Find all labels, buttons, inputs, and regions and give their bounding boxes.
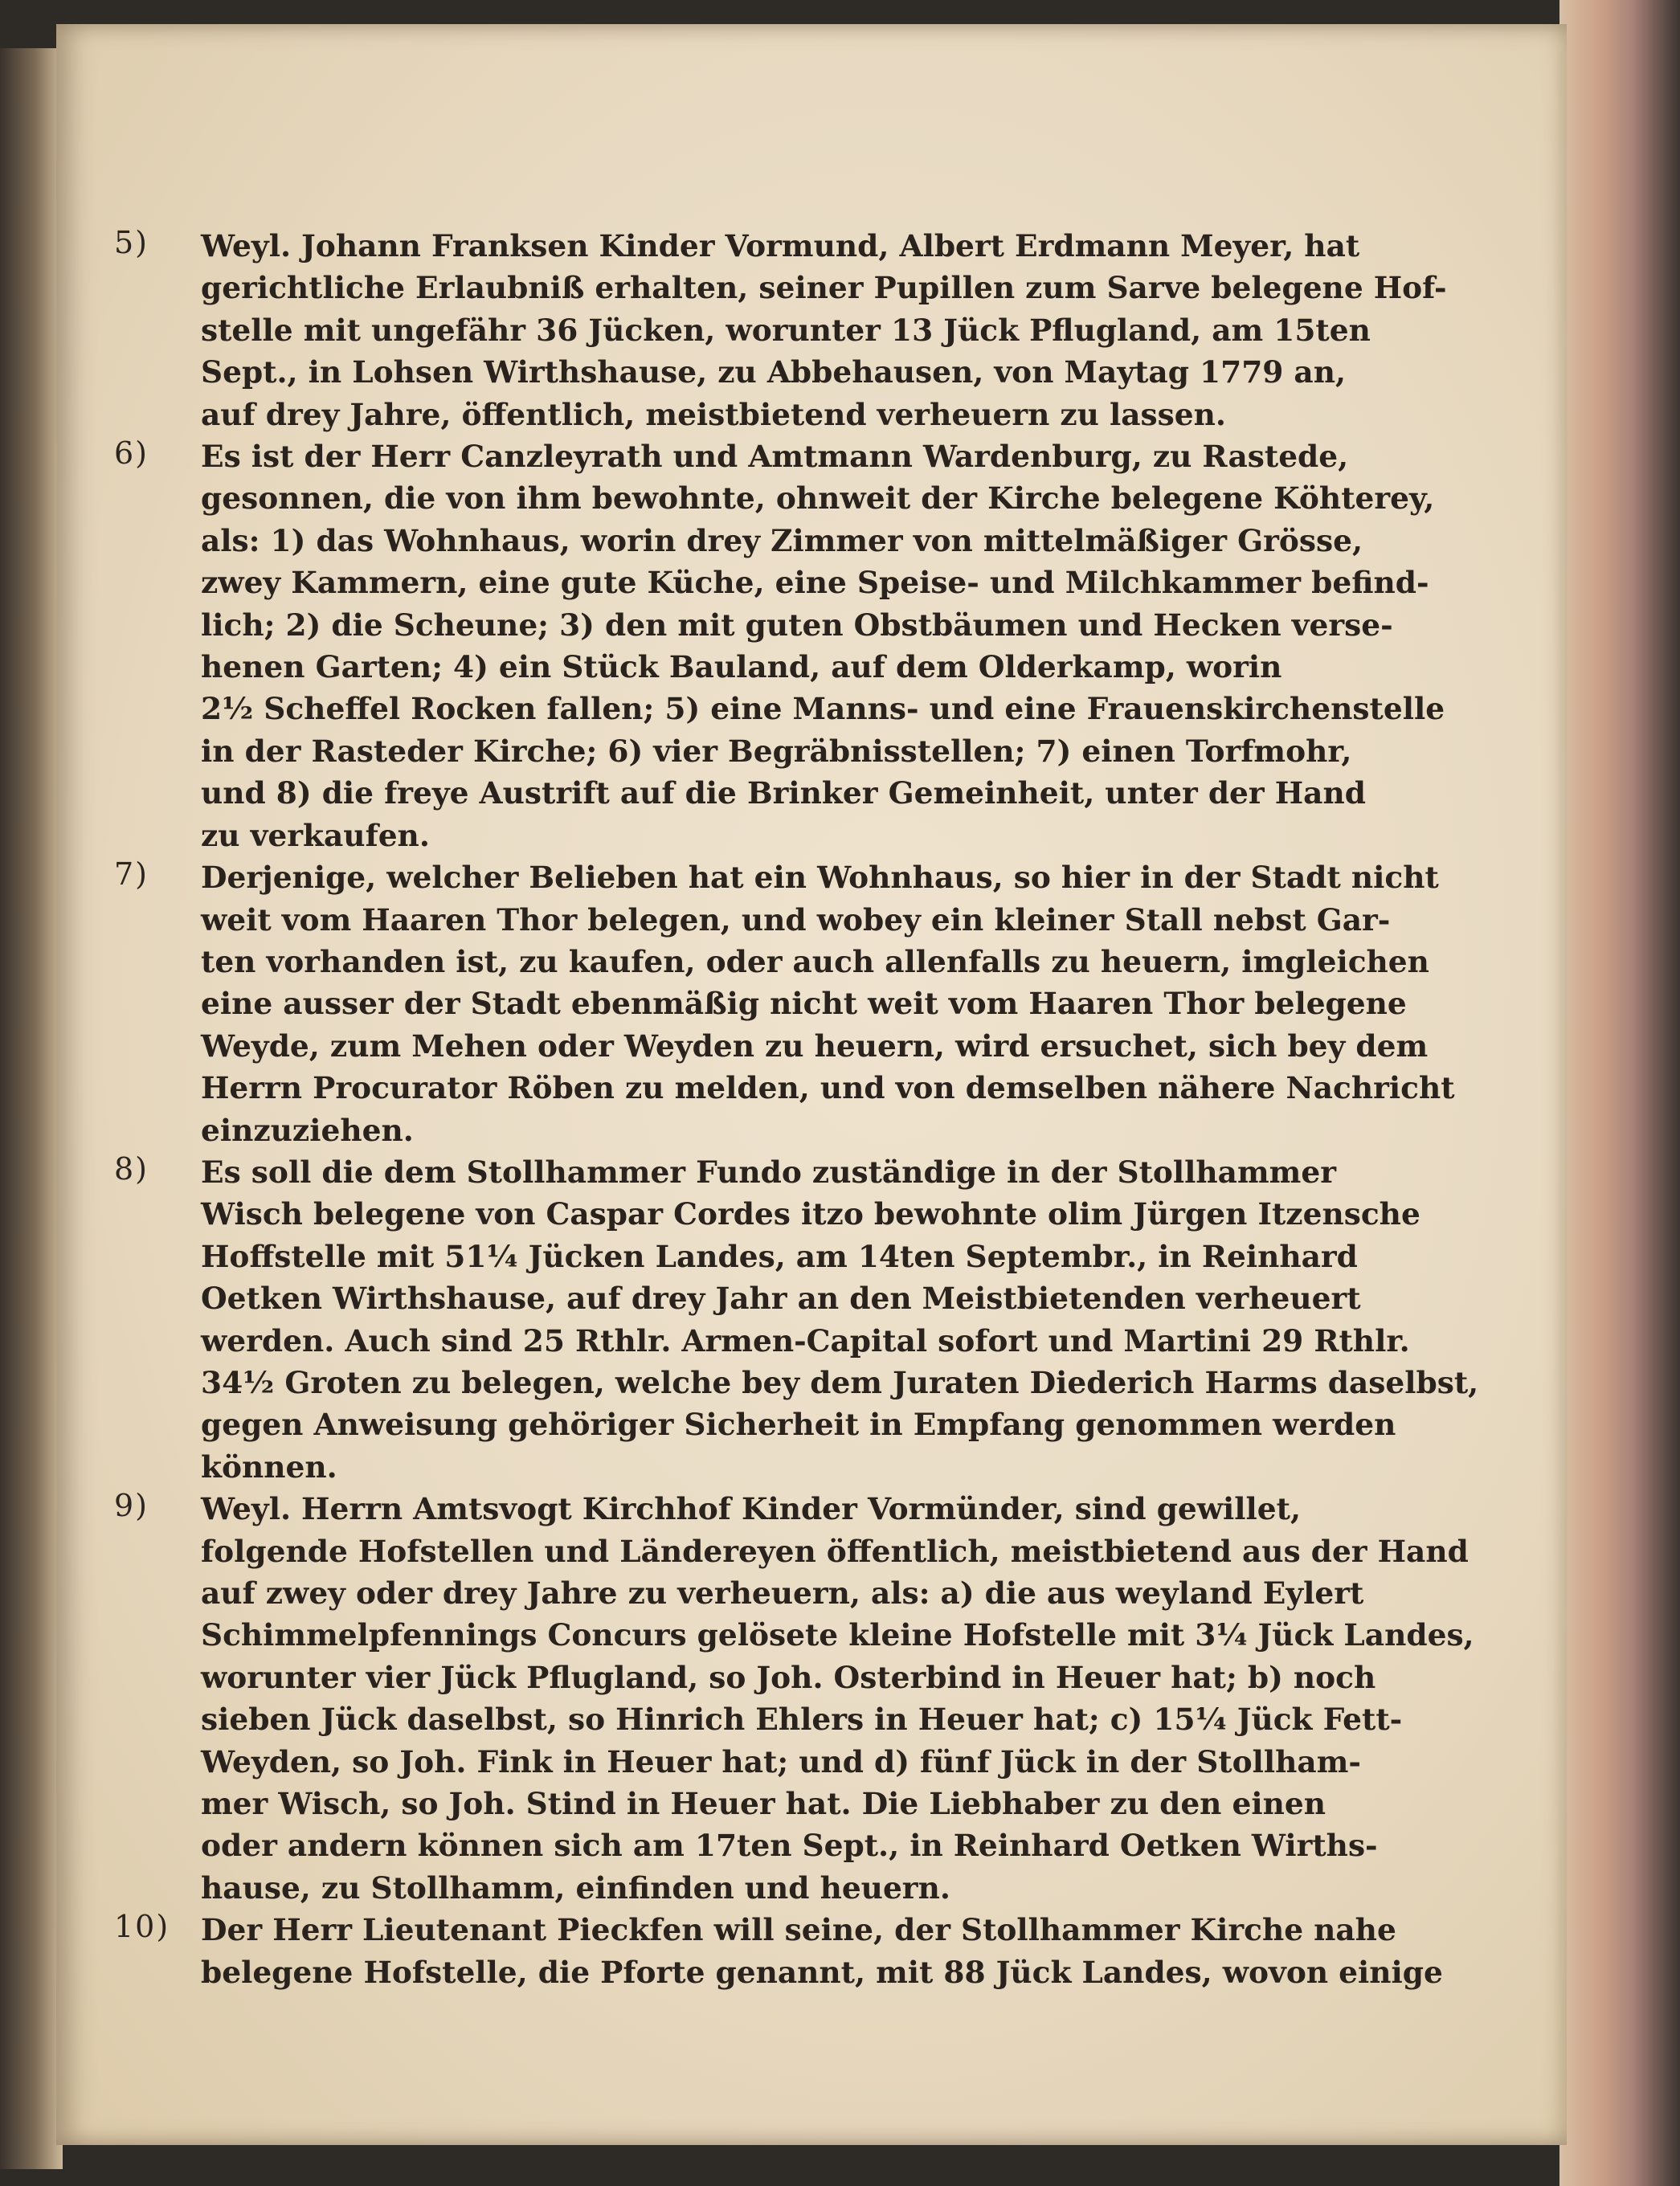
text-line: Weyden, so Joh. Fink in Heuer hat; und d) fünf Jück in der Stollham- [201,1743,1361,1779]
text-line: als: 1) das Wohnhaus, worin drey Zimmer von mittelmäßiger Grösse, [201,522,1363,558]
text-line: Derjenige, welcher Belieben hat ein Wohnhaus, so hier in der Stadt nicht [201,860,1439,896]
text-line: Wisch belegene von Caspar Cordes itzo bewohnte olim Jürgen Itzensche [201,1196,1420,1232]
book-page [56,24,1567,2145]
text-line: sieben Jück daselbst, so Hinrich Ehlers in Heuer hat; c) 15¼ Jück Fett- [201,1702,1403,1738]
text-line: mer Wisch, so Joh. Stind in Heuer hat. Die Liebhaber zu den einen [201,1786,1326,1822]
text-line: 34½ Groten zu belegen, welche bey dem Juraten Diederich Harms daselbst, [201,1364,1479,1400]
text-line: lich; 2) die Scheune; 3) den mit guten Obstbäumen und Hecken verse- [201,607,1393,643]
text-line: henen Garten; 4) ein Stück Bauland, auf dem Olderkamp, worin [201,649,1282,685]
text-line: Herrn Procurator Röben zu melden, und von demselben nähere Nachricht [201,1070,1455,1106]
text-line: Es soll die dem Stollhammer Fundo zuständige in der Stollhammer [201,1154,1336,1190]
text-line: stelle mit ungefähr 36 Jücken, worunter 13 Jück Pflugland, am 15ten [201,312,1371,348]
notice-entry [114,1488,1551,1909]
text-line: gegen Anweisung gehöriger Sicherheit in Empfang genommen werden [201,1407,1396,1443]
text-line: worunter vier Jück Pflugland, so Joh. Osterbind in Heuer hat; b) noch [201,1659,1376,1695]
text-line: Hoffstelle mit 51¼ Jücken Landes, am 14ten Septembr., in Reinhard [201,1238,1358,1274]
text-line: Weyde, zum Mehen oder Weyden zu heuern, wird ersuchet, sich bey dem [201,1028,1429,1064]
notice-entry [114,856,1551,1151]
entry-number: 10) [114,1909,170,1945]
text-line: Schimmelpfennings Concurs gelösete kleine Hofstelle mit 3¼ Jück Landes, [201,1617,1474,1653]
text-line: Der Herr Lieutenant Pieckfen will seine, der Stollhammer Kirche nahe [201,1912,1396,1948]
text-line: Sept., in Lohsen Wirthshause, zu Abbehausen, von Maytag 1779 an, [201,354,1347,390]
notice-entry [114,1150,1551,1488]
text-line: zwey Kammern, eine gute Küche, eine Speise- und Milchkammer befind- [201,565,1429,601]
text-line: Weyl. Herrn Amtsvogt Kirchhof Kinder Vormünder, sind gewillet, [201,1491,1302,1527]
text-line: auf zwey oder drey Jahre zu verheuern, als: a) die aus weyland Eylert [201,1575,1364,1611]
text-line: weit vom Haaren Thor belegen, und wobey ein kleiner Stall nebst Gar- [201,901,1391,938]
notice-entry [114,435,1551,856]
text-line: belegene Hofstelle, die Pforte genannt, mit 88 Jück Landes, wovon einige [201,1954,1443,1990]
text-line: Es ist der Herr Canzleyrath und Amtmann Wardenburg, zu Rastede, [201,439,1349,475]
notice-text-block [114,225,1551,1993]
entry-number: 6) [114,435,149,472]
entry-number: 9) [114,1488,149,1524]
book-page-stack [1559,0,1680,2186]
text-line: Oetken Wirthshause, auf drey Jahr an den Meistbietenden verheuert [201,1281,1361,1317]
text-line: und 8) die freye Austrift auf die Brinker Gemeinheit, unter der Hand [201,775,1366,811]
text-line: gerichtliche Erlaubniß erhalten, seiner Pupillen zum Sarve belegene Hof- [201,270,1447,306]
text-line: in der Rasteder Kirche; 6) vier Begräbnisstellen; 7) einen Torfmohr, [201,733,1352,769]
notice-entry [114,1909,1551,1993]
text-line: 2½ Scheffel Rocken fallen; 5) eine Manns- und eine Frauenskirchenstelle [201,691,1445,727]
text-line: oder andern können sich am 17ten Sept., in Reinhard Oetken Wirths- [201,1828,1378,1864]
text-line: eine ausser der Stadt ebenmäßig nicht weit vom Haaren Thor belegene [201,986,1407,1022]
entry-number: 7) [114,856,149,893]
text-line: hause, zu Stollhamm, einfinden und heuern. [201,1869,950,1906]
text-line: folgende Hofstellen und Ländereyen öffentlich, meistbietend aus der Hand [201,1533,1469,1569]
entry-number: 8) [114,1150,149,1187]
text-line: auf drey Jahre, öffentlich, meistbietend verheuern zu lassen. [201,396,1226,432]
text-line: Weyl. Johann Franksen Kinder Vormund, Albert Erdmann Meyer, hat [201,228,1360,264]
text-line: einzuziehen. [201,1112,414,1148]
text-line: zu verkaufen. [201,817,430,853]
notice-entry [114,225,1551,435]
text-line: gesonnen, die von ihm bewohnte, ohnweit der Kirche belegene Köhterey, [201,480,1435,517]
book-left-edge [0,48,63,2169]
text-line: werden. Auch sind 25 Rthlr. Armen-Capital sofort und Martini 29 Rthlr. [201,1322,1410,1359]
text-line: können. [201,1448,337,1485]
text-line: ten vorhanden ist, zu kaufen, oder auch allenfalls zu heuern, imgleichen [201,943,1429,979]
entry-number: 5) [114,225,149,260]
